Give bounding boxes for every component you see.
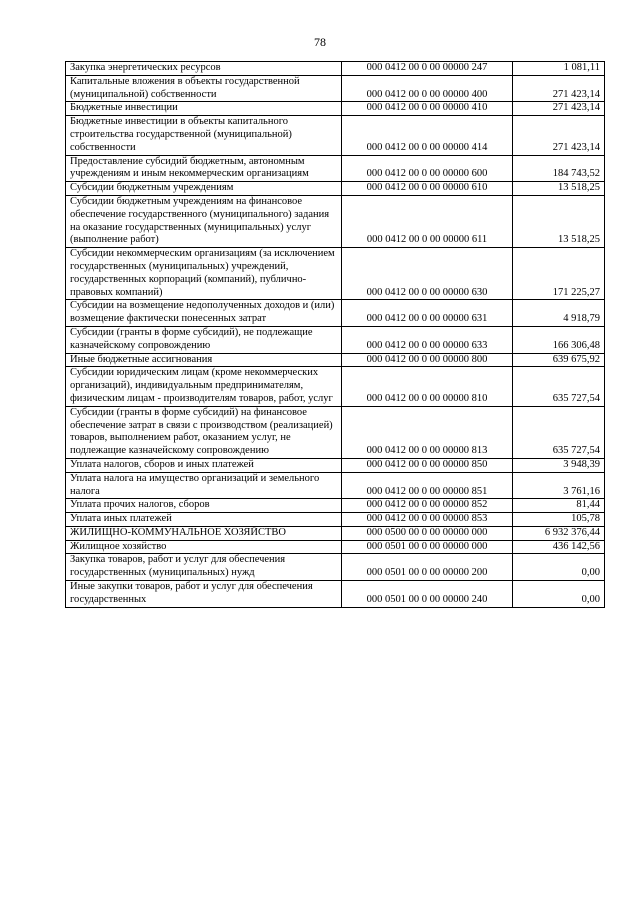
row-amount-cell: 0,00: [513, 581, 605, 608]
table-row: [66, 248, 605, 300]
row-name-cell: Иные закупки товаров, работ и услуг для обеспечения государственных: [66, 581, 342, 608]
row-code-cell: 000 0412 00 0 00 00000 852: [342, 499, 513, 513]
row-name-cell: Уплата налогов, сборов и иных платежей: [66, 458, 342, 472]
row-code-cell: 000 0412 00 0 00 00000 850: [342, 458, 513, 472]
table-row: [66, 116, 605, 155]
row-amount-cell: 105,78: [513, 513, 605, 527]
row-amount-cell: 271 423,14: [513, 116, 605, 155]
table-row: [66, 513, 605, 527]
row-code-cell: 000 0412 00 0 00 00000 633: [342, 326, 513, 353]
row-code-cell: 000 0412 00 0 00 00000 410: [342, 102, 513, 116]
table-row: [66, 182, 605, 196]
row-amount-cell: 13 518,25: [513, 182, 605, 196]
row-name-cell: Уплата налога на имущество организаций и земельного налога: [66, 472, 342, 499]
row-amount-cell: 4 918,79: [513, 300, 605, 327]
table-row: [66, 353, 605, 367]
row-code-cell: 000 0501 00 0 00 00000 200: [342, 554, 513, 581]
row-amount-cell: 1 081,11: [513, 62, 605, 76]
row-amount-cell: 13 518,25: [513, 195, 605, 247]
row-name-cell: Субсидии на возмещение недополученных доходов и (или) возмещение фактически понесенных затрат: [66, 300, 342, 327]
row-amount-cell: 6 932 376,44: [513, 526, 605, 540]
table-row: [66, 499, 605, 513]
row-amount-cell: 184 743,52: [513, 155, 605, 182]
row-code-cell: 000 0500 00 0 00 00000 000: [342, 526, 513, 540]
row-name-cell: Субсидии бюджетным учреждениям: [66, 182, 342, 196]
table-row: [66, 102, 605, 116]
row-amount-cell: 3 761,16: [513, 472, 605, 499]
table-row: [66, 300, 605, 327]
table-row: [66, 155, 605, 182]
row-name-cell: Субсидии (гранты в форме субсидий), не подлежащие казначейскому сопровождению: [66, 326, 342, 353]
row-code-cell: 000 0412 00 0 00 00000 247: [342, 62, 513, 76]
table-row: [66, 540, 605, 554]
table-row: [66, 526, 605, 540]
row-code-cell: 000 0412 00 0 00 00000 810: [342, 367, 513, 406]
budget-table-body: [66, 62, 605, 608]
row-code-cell: 000 0412 00 0 00 00000 853: [342, 513, 513, 527]
row-amount-cell: 81,44: [513, 499, 605, 513]
row-code-cell: 000 0412 00 0 00 00000 851: [342, 472, 513, 499]
row-code-cell: 000 0412 00 0 00 00000 414: [342, 116, 513, 155]
row-name-cell: ЖИЛИЩНО-КОММУНАЛЬНОЕ ХОЗЯЙСТВО: [66, 526, 342, 540]
row-amount-cell: 639 675,92: [513, 353, 605, 367]
row-amount-cell: 166 306,48: [513, 326, 605, 353]
row-amount-cell: 271 423,14: [513, 102, 605, 116]
row-code-cell: 000 0412 00 0 00 00000 630: [342, 248, 513, 300]
row-name-cell: Жилищное хозяйство: [66, 540, 342, 554]
table-row: [66, 406, 605, 458]
row-code-cell: 000 0412 00 0 00 00000 800: [342, 353, 513, 367]
table-row: [66, 367, 605, 406]
table-row: [66, 326, 605, 353]
table-row: [66, 62, 605, 76]
page-number: 78: [314, 35, 326, 49]
row-code-cell: 000 0412 00 0 00 00000 610: [342, 182, 513, 196]
row-name-cell: Субсидии (гранты в форме субсидий) на финансовое обеспечение затрат в связи с производством (реализацией) товаров, выполнением работ, оказанием услуг, не подлежащие казначейскому сопровождению: [66, 406, 342, 458]
row-amount-cell: 0,00: [513, 554, 605, 581]
row-name-cell: Уплата иных платежей: [66, 513, 342, 527]
row-code-cell: 000 0412 00 0 00 00000 400: [342, 75, 513, 102]
row-code-cell: 000 0412 00 0 00 00000 611: [342, 195, 513, 247]
row-name-cell: Бюджетные инвестиции в объекты капитального строительства государственной (муниципальной) собственности: [66, 116, 342, 155]
table-row: [66, 75, 605, 102]
row-name-cell: Капитальные вложения в объекты государственной (муниципальной) собственности: [66, 75, 342, 102]
row-code-cell: 000 0412 00 0 00 00000 631: [342, 300, 513, 327]
row-amount-cell: 635 727,54: [513, 367, 605, 406]
table-row: [66, 472, 605, 499]
row-name-cell: Закупка товаров, работ и услуг для обеспечения государственных (муниципальных) нужд: [66, 554, 342, 581]
row-amount-cell: 271 423,14: [513, 75, 605, 102]
row-name-cell: Закупка энергетических ресурсов: [66, 62, 342, 76]
row-amount-cell: 436 142,56: [513, 540, 605, 554]
table-row: [66, 458, 605, 472]
row-name-cell: Субсидии некоммерческим организациям (за исключением государственных (муниципальных) учреждений, государственных корпораций (компаний), публично-правовых компаний): [66, 248, 342, 300]
row-name-cell: Иные бюджетные ассигнования: [66, 353, 342, 367]
row-code-cell: 000 0501 00 0 00 00000 240: [342, 581, 513, 608]
row-name-cell: Субсидии бюджетным учреждениям на финансовое обеспечение государственного (муниципального) задания на оказание государственных (муниципальных) услуг (выполнение работ): [66, 195, 342, 247]
row-amount-cell: 635 727,54: [513, 406, 605, 458]
table-row: [66, 195, 605, 247]
table-row: [66, 581, 605, 608]
budget-table: [65, 61, 605, 608]
table-row: [66, 554, 605, 581]
row-code-cell: 000 0412 00 0 00 00000 600: [342, 155, 513, 182]
row-code-cell: 000 0412 00 0 00 00000 813: [342, 406, 513, 458]
row-name-cell: Предоставление субсидий бюджетным, автономным учреждениям и иным некоммерческим организациям: [66, 155, 342, 182]
row-name-cell: Уплата прочих налогов, сборов: [66, 499, 342, 513]
row-code-cell: 000 0501 00 0 00 00000 000: [342, 540, 513, 554]
row-amount-cell: 171 225,27: [513, 248, 605, 300]
row-name-cell: Субсидии юридическим лицам (кроме некоммерческих организаций), индивидуальным предпринимателям, физическим лицам - производителям товаров, работ, услуг: [66, 367, 342, 406]
row-name-cell: Бюджетные инвестиции: [66, 102, 342, 116]
row-amount-cell: 3 948,39: [513, 458, 605, 472]
